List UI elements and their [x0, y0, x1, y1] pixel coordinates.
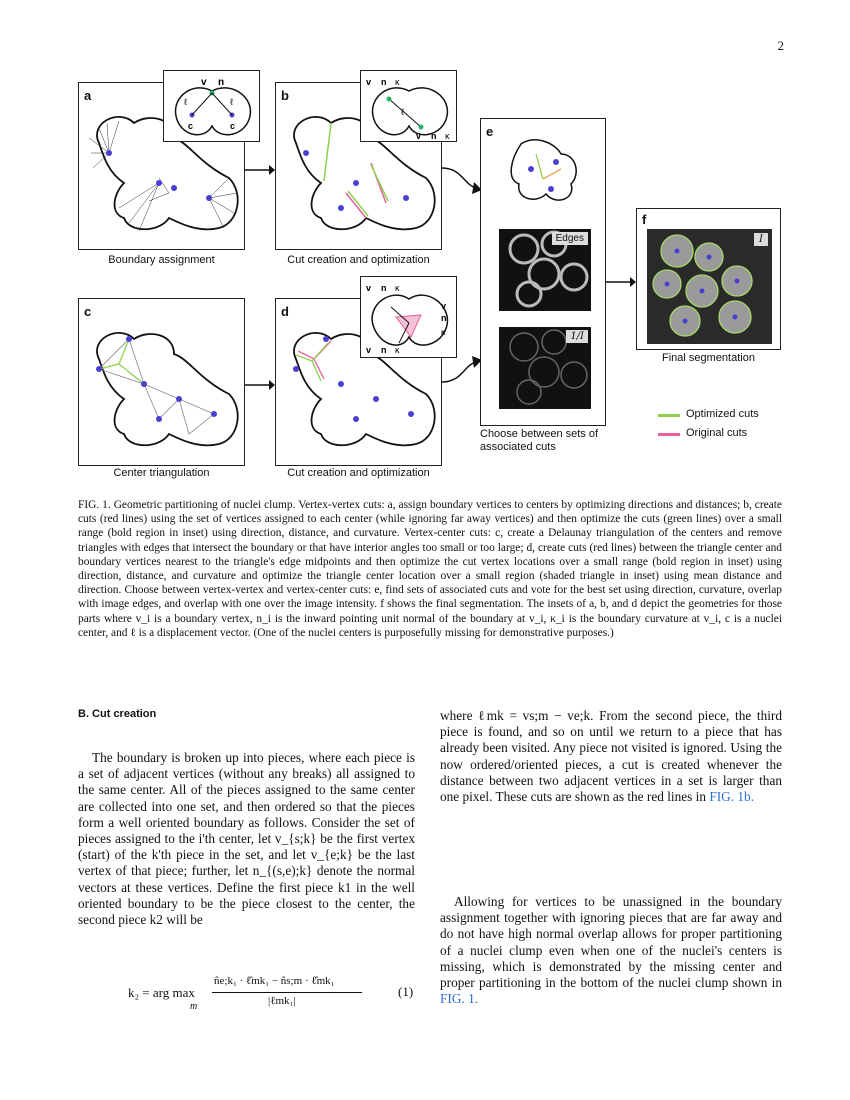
panel-label-d: d	[281, 304, 289, 319]
svg-text:v: v	[201, 77, 207, 88]
equation-argmax-sub: m	[190, 1001, 198, 1012]
arrow-d-to-e	[442, 350, 482, 390]
panel-label-e: e	[486, 124, 494, 139]
svg-text:v: v	[441, 301, 447, 311]
equation-1	[128, 975, 418, 1015]
equation-numerator: n̂e;k₁ · ℓ̂mk₁ − n̂s;m · ℓ̂mk₁	[214, 975, 335, 987]
svg-text:n: n	[381, 283, 387, 293]
panel-f-title: Final segmentation	[662, 352, 755, 364]
svg-text:v: v	[416, 131, 422, 141]
svg-text:c: c	[230, 121, 236, 131]
inverse-intensity-label: 1/I	[566, 330, 588, 343]
svg-text:ℓ: ℓ	[184, 97, 187, 107]
inset-d	[360, 276, 457, 358]
panel-e	[480, 118, 606, 426]
inset-a-geometry	[164, 71, 260, 142]
svg-text:κ: κ	[445, 131, 450, 141]
svg-text:n: n	[381, 345, 387, 355]
legend-optimized-swatch	[658, 414, 680, 417]
left-column-paragraph	[78, 750, 415, 928]
figure-caption	[78, 498, 782, 640]
arrow-b-to-e	[442, 160, 482, 200]
equation-denominator: |ℓmk₁|	[268, 995, 296, 1007]
final-segmentation-nuclei	[647, 229, 772, 344]
panel-e-title: Choose between sets of associated cuts	[480, 428, 599, 453]
arrow-a-to-b	[245, 160, 275, 180]
final-segmentation-image	[647, 229, 772, 344]
panel-label-a: a	[84, 88, 92, 103]
svg-text:v: v	[366, 345, 372, 355]
legend-original-swatch	[658, 433, 680, 436]
svg-text:v: v	[366, 283, 372, 293]
svg-text:n: n	[218, 77, 225, 88]
equation-number: (1)	[398, 984, 414, 999]
inset-d-geometry	[361, 277, 457, 358]
arrow-c-to-d	[245, 375, 275, 395]
panel-f	[636, 208, 781, 350]
panel-d-title: Cut creation and optimization	[287, 467, 430, 479]
panel-c-figure	[79, 299, 245, 466]
panel-b-title: Cut creation and optimization	[287, 254, 430, 266]
svg-text:n: n	[441, 313, 447, 323]
section-heading: B. Cut creation	[78, 708, 157, 720]
fig-1b-link[interactable]: FIG. 1b.	[709, 789, 755, 805]
panel-label-c: c	[84, 304, 92, 319]
panel-a-title: Boundary assignment	[108, 254, 215, 266]
svg-text:c: c	[188, 121, 194, 131]
svg-text:v: v	[366, 77, 372, 87]
fig-1-link[interactable]: FIG. 1.	[440, 991, 479, 1007]
equation-lhs: k₂ = arg max	[128, 985, 195, 1000]
svg-text:κ: κ	[441, 327, 446, 337]
panel-e-figure	[481, 124, 606, 214]
panel-c	[78, 298, 245, 466]
equation-fraction-bar	[212, 992, 362, 993]
inset-b	[360, 70, 457, 142]
caption-text: a, assign boundary vertices to centers by optimizing directions and distances; b, create cuts (red lines) using the set of vertices assigned to each center (while ignoring far away vertices) and then optimize the cuts (green lines) over a small range (bold region in inset) using direction, distance, and curvature. Vertex-center cuts: c, create a Delaunay triangulation of the centers and remove triangles with edges that intersect the boundary or that have interior angles too small or too large; d, create cuts (red lines) between the triangle center and boundary vertices nearest to the triangle's edge midpoints and then optimize the cut vertex locations over a small range (bold region in inset) using direction, distance, and curvature and optimize the triangle center location over a small region (shaded triangle in inset) using mean distance and direction. Choose between vertex-vertex and vertex-center cuts: e, find sets of associated cuts and vote for the best set using direction, curvature, overlap with image edges, and overlap with one over the image intensity. f shows the final segmentation. The insets of a, b, and d depict the geometries for those parts where v_i is a boundary vertex, n_i is the inward pointing unit normal of the boundary at v_i, κ_i is the boundary curvature at v_i, c is a nuclei center, and ℓ is a displacement vector. (One of the nuclei centers is purposefully missing for demonstrative purposes.)	[78, 499, 782, 639]
left-paragraph-text: The boundary is broken up into pieces, where each piece is a set of adjacent vertices (without any breaks) all assigned to the same center. All of the pieces assigned to the same center are collected into one set, and then ordered so that the pieces form a well oriented boundary as follows. Consider the set of pieces assigned to the i'th center, let v_{s;k} be the first vertex (start) of the k'th piece in the set, and let v_{e;k} be the last vertex of that piece; further, let n_{(s,e);k} denote the normal vectors at these vertices. Define the first piece k1 in the well oriented boundary to be the piece closest to the center, the second piece k2 will be	[78, 750, 415, 928]
page-number: 2	[777, 38, 784, 53]
svg-text:ℓ: ℓ	[230, 97, 233, 107]
arrow-e-to-f	[606, 272, 636, 292]
right-column-paragraph-1	[440, 708, 782, 805]
intensity-label: I	[754, 233, 768, 246]
edges-image	[499, 229, 591, 311]
inset-a	[163, 70, 260, 142]
svg-text:n: n	[431, 131, 437, 141]
legend-original-label: Original cuts	[686, 427, 748, 439]
inverse-intensity-image	[499, 327, 591, 409]
panel-label-b: b	[281, 88, 289, 103]
svg-text:κ: κ	[395, 283, 400, 293]
panel-label-f: f	[642, 212, 647, 227]
inset-b-geometry	[361, 71, 457, 142]
svg-text:κ: κ	[395, 77, 400, 87]
right-paragraph-2-text: Allowing for vertices to be unassigned in the boundary assignment together with ignoring pieces that are far away and do not have high normal overlap allows for proper partitioning of a nuclei clump even when one of the nuclei's centers is missing, which is demonstrated by the missing center and proper partitioning in the bottom of the nuclei clump shown in	[440, 894, 782, 991]
svg-text:κ: κ	[395, 345, 400, 355]
legend-optimized-label: Optimized cuts	[686, 408, 759, 420]
caption-lead: FIG. 1. Geometric partitioning of nuclei clump. Vertex-vertex cuts:	[78, 499, 388, 511]
edges-label: Edges	[552, 232, 588, 245]
svg-text:n: n	[381, 77, 387, 87]
right-paragraph-1-text: where ℓmk = vs;m − ve;k. From the second piece, the third piece is found, and so on until we return to a piece that has already been visited. Any piece not visited is ignored. Using the now ordered/oriented pieces, a cut is created whenever the distance between two adjacent vertices in a set is larger than one pixel. These cuts are shown as the red lines in	[440, 708, 782, 805]
panel-c-title: Center triangulation	[113, 467, 210, 479]
svg-text:ℓ: ℓ	[401, 107, 404, 117]
right-column-paragraph-2	[440, 894, 782, 1007]
